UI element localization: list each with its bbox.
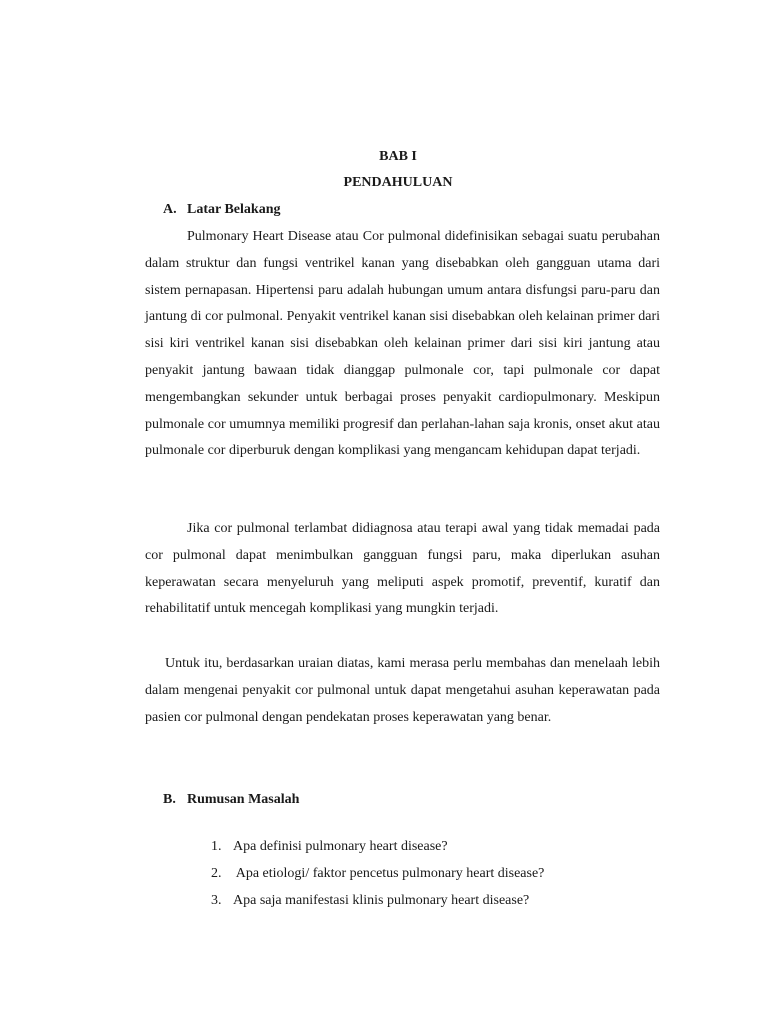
section-heading-latar-belakang — [163, 201, 280, 219]
list-item — [211, 860, 544, 887]
section-letter: B. — [163, 792, 176, 807]
list-text: Apa definisi pulmonary heart disease? — [233, 839, 448, 854]
paragraph-diagnosis: Jika cor pulmonal terlambat didiagnosa atau terapi awal yang tidak memadai pada cor pulmonal dapat menimbulkan gangguan fungsi paru, maka diperlukan asuhan keperawatan secara menyeluruh yang meliputi aspek promotif, preventif, kuratif dan rehabilitatif untuk mencegah komplikasi yang mungkin terjadi. — [145, 521, 660, 617]
chapter-subtitle: PENDAHULUAN — [343, 175, 453, 190]
list-item — [211, 833, 544, 860]
list-text: Apa saja manifestasi klinis pulmonary heart disease? — [233, 893, 530, 908]
paragraph-definition: Pulmonary Heart Disease atau Cor pulmonal didefinisikan sebagai suatu perubahan dalam struktur dan fungsi ventrikel kanan yang disebabkan oleh gangguan utama dari sistem pernapasan. Hipertensi paru adalah hubungan umum antara disfungsi paru-paru dan jantung di cor pulmonal. Penyakit ventrikel kanan sisi disebabkan oleh kelainan primer dari sisi kiri ventrikel kanan sisi disebabkan oleh kelainan primer dari sisi kiri jantung atau penyakit jantung bawaan tidak dianggap pulmonale cor, tapi pulmonale cor dapat mengembangkan sekunder untuk berbagai proses penyakit cardiopulmonary. Meskipun pulmonale cor umumnya memiliki progresif dan perlahan-lahan saja kronis, onset akut atau pulmonale cor diperburuk dengan komplikasi yang mengancam kehidupan dapat terjadi. — [145, 229, 660, 459]
list-text: Apa etiologi/ faktor pencetus pulmonary heart disease? — [233, 866, 545, 881]
chapter-title: BAB I — [379, 149, 417, 164]
problem-list — [211, 833, 544, 914]
list-item — [211, 887, 544, 914]
section-title: Latar Belakang — [187, 202, 281, 217]
section-letter: A. — [163, 202, 177, 217]
section-title: Rumusan Masalah — [187, 792, 300, 807]
list-number: 3. — [211, 893, 222, 908]
section-heading-rumusan-masalah — [163, 791, 299, 809]
list-number: 2. — [211, 866, 222, 881]
list-number: 1. — [211, 839, 222, 854]
paragraph-purpose: Untuk itu, berdasarkan uraian diatas, kami merasa perlu membahas dan menelaah lebih dalam mengenai penyakit cor pulmonal untuk dapat mengetahui asuhan keperawatan pada pasien cor pulmonal dengan pendekatan proses keperawatan yang benar. — [145, 656, 660, 725]
